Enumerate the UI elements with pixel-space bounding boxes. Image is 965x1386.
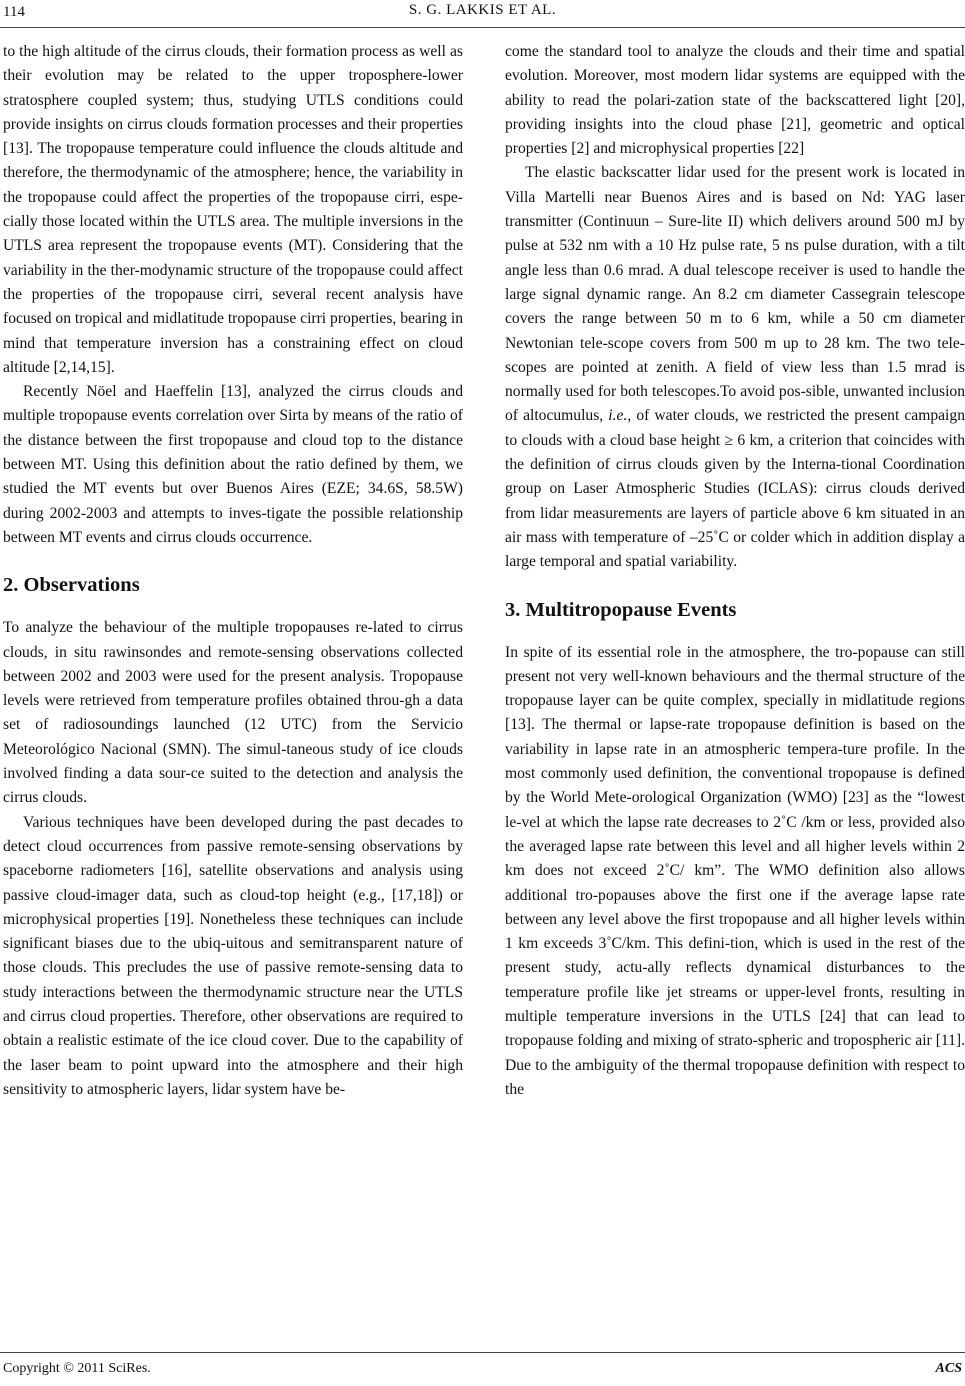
right-column	[505, 40, 965, 1102]
page-number: 114	[3, 4, 25, 20]
journal-abbreviation: ACS	[935, 1361, 962, 1376]
left-paragraph-2: Recently Nöel and Haeffelin [13], analyzed the cirrus clouds and multiple tropopause events correlation over Sirta by means of the ratio of the distance between the first tropopause and cloud top to the distance between MT. Using this definition about the ratio defined by them, we studied the MT events but over Buenos Aires (EZE; 34.6S, 58.5W) during 2002-2003 and attempts to inves-tigate the possible relationship between MT events and cirrus clouds occurrence.	[3, 383, 463, 546]
footer-rule	[0, 1352, 965, 1353]
page-header	[0, 0, 965, 24]
section-heading-multitropopause: 3. Multitropopause Events	[505, 598, 737, 621]
left-column	[3, 40, 463, 1102]
section-heading-observations: 2. Observations	[3, 574, 140, 597]
right-paragraph-2-part-a: The elastic backscatter lidar used for the present work is located in Villa Martelli near Buenos Aires and is based on Nd: YAG laser transmitter (Continuun – Sure-lite II) which delivers around 500 mJ by pulse at 532 nm with a 10 Hz pulse rate, 5 ns pulse duration, with a tilt angle less than 0.6 mrad. A dual telescope receiver is used to handle the large signal dynamic range. An 8.2 cm diameter Cassegrain telescope covers the range between 50 m to 6 km, while a 50 cm diameter Newtonian tele-scope covers from 500 m up to 28 km. The two tele-scopes are pointed at zenith. A field of view less than 1.5 mrad is normally used for both telescopes.To avoid pos-sible, unwanted inclusion of altocumulus,	[505, 164, 965, 425]
right-paragraph-1: come the standard tool to analyze the clouds and their time and spatial evolution. Moreover, most modern lidar systems are equipped with the ability to read the polari-zation state of the backscattered light [20], providing insights into the cloud phase [21], geometric and optical properties [2] and microphysical properties [22]	[505, 43, 965, 158]
right-paragraph-2-part-b: , of water clouds, we restricted the present campaign to clouds with a cloud base height ≥ 6 km, a criterion that coincides with the definition of cirrus clouds given by the Interna-tional Coordination group on Laser Atmospheric Studies (ICLAS): cirrus clouds derived from lidar measurements are layers of particle above 6 km situated in an air mass with temperature of –25˚C or colder which in addition display a large temporal and spatial variability.	[505, 407, 965, 571]
right-paragraph-2	[505, 161, 965, 574]
left-paragraph-1: to the high altitude of the cirrus clouds, their formation process as well as their evolution may be related to the upper troposphere-lower stratosphere coupled system; thus, studying UTLS conditions could provide insights on cirrus clouds formation processes and their properties [13]. The tropopause temperature could influence the clouds altitude and therefore, the thermodynamic of the atmosphere; hence, the variability in the tropopause could affect the properties of the tropopause cirri, espe-cially those located within the UTLS area. The multiple inversions in the UTLS area represent the tropopause events (MT). Considering that the variability in the ther-modynamic structure of the tropopause could affect the properties of the tropopause cirri, several recent analysis have focused on tropical and midlatitude tropopause cirri properties, bearing in mind that temperature inversion has a constraining effect on cloud altitude [2,14,15].	[3, 43, 463, 376]
right-paragraph-3: In spite of its essential role in the atmosphere, the tro-popause can still present not very well-known behaviours and the thermal structure of the tropopause layer can be quite complex, specially in midlatitude regions [13]. The thermal or lapse-rate tropopause definition is based on the variability in lapse rate in an atmospheric tempera-ture profile. In the most commonly used definition, the conventional tropopause is defined by the World Mete-orological Organization (WMO) [23] as the “lowest le-vel at which the lapse rate decreases to 2˚C /km or less, provided also the averaged lapse rate between this level and all higher levels within 2 km does not exceed 2˚C/ km”. The WMO definition also allows additional tro-popauses above the first one if the average lapse rate between any level above the first tropopause and all higher levels within 1 km exceeds 3˚C/km. This defini-tion, which is used in the rest of the present study, actu-ally reflects dynamical disturbances to the temperature profile like jet streams or upper-level fronts, resulting in multiple temperature inversions in the UTLS [24] that can lead to tropopause folding and mixing of strato-spheric and tropospheric air [11]. Due to the ambiguity of the thermal tropopause definition with respect to the	[505, 643, 965, 1098]
left-paragraph-4: Various techniques have been developed during the past decades to detect cloud occurrences from passive remote-sensing observations by spaceborne radiometers [16], satellite observations and analysis using passive cloud-imager data, such as cloud-top height (e.g., [17,18]) or microphysical properties [19]. Nonetheless these techniques can include significant biases due to the ubiq-uitous and semitransparent nature of those clouds. This precludes the use of passive remote-sensing data to study interactions between the thermodynamic structure near the UTLS and cirrus cloud properties. Therefore, other observations are required to obtain a realistic estimate of the ice cloud cover. Due to the capability of the laser beam to point upward into the atmosphere and their high sensitivity to atmospheric layers, lidar system have be-	[3, 813, 463, 1098]
left-paragraph-3: To analyze the behaviour of the multiple tropopauses re-lated to cirrus clouds, in situ rawinsondes and remote-sensing observations collected between 2002 and 2003 were used for the present analysis. Tropopause levels were retrieved from temperature profiles obtained throu-gh a data set of radiosoundings launched (12 UTC) from the Servicio Meteorológico Nacional (SMN). The simul-taneous study of ice clouds involved finding a data sour-ce suited to the detection and analysis the cirrus clouds.	[3, 619, 463, 807]
running-head: S. G. LAKKIS ET AL.	[408, 2, 557, 18]
copyright-notice: Copyright © 2011 SciRes.	[3, 1361, 151, 1376]
header-rule	[0, 27, 965, 28]
ie-abbreviation: i.e.	[608, 407, 628, 425]
